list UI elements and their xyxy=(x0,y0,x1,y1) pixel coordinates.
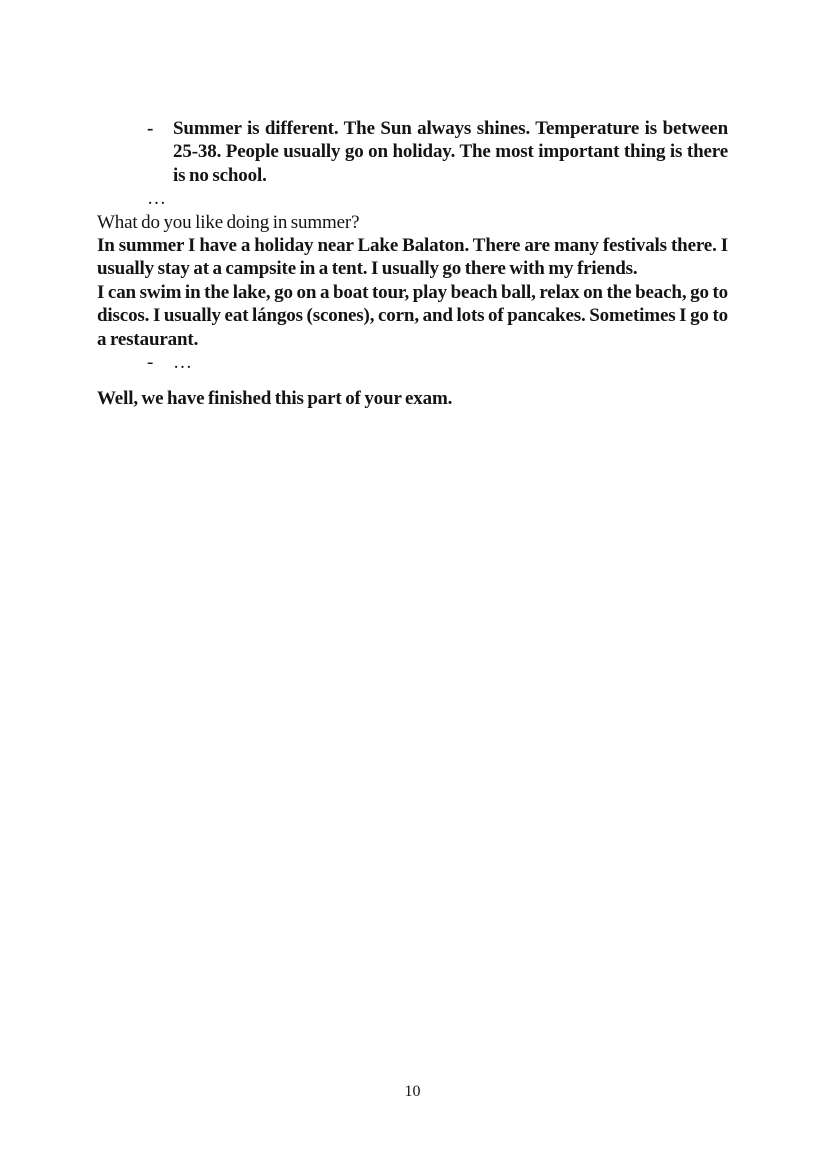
question-line: What do you like doing in summer? xyxy=(97,211,360,233)
page-number: 10 xyxy=(404,1083,421,1100)
answer-paragraph-balaton: In summer I have a holiday near Lake Balaton. There are many festivals there. I usually stay at a campsite in a tent. I usually go there with my friends. xyxy=(97,235,728,280)
bullet-dash-marker: - xyxy=(147,118,154,139)
document-body xyxy=(97,117,728,411)
closing-line: Well, we have finished this part of your exam. xyxy=(97,388,453,410)
bullet-ellipsis-text: … xyxy=(173,352,192,374)
bullet-dash-marker: - xyxy=(147,352,154,374)
bullet-item-ellipsis xyxy=(97,351,728,374)
answer-paragraph-activities: I can swim in the lake, go on a boat tour, play beach ball, relax on the beach, go to discos. I usually eat lángos (scones), corn, and lots of pancakes. Sometimes I go to a restaurant. xyxy=(97,281,728,350)
bullet-item-summer xyxy=(97,117,728,187)
bullet-item-text: Summer is different. The Sun always shines. Temperature is between 25-38. People usually go on holiday. The most important thing is there is no school. xyxy=(173,118,728,186)
ellipsis-line: … xyxy=(147,188,166,210)
